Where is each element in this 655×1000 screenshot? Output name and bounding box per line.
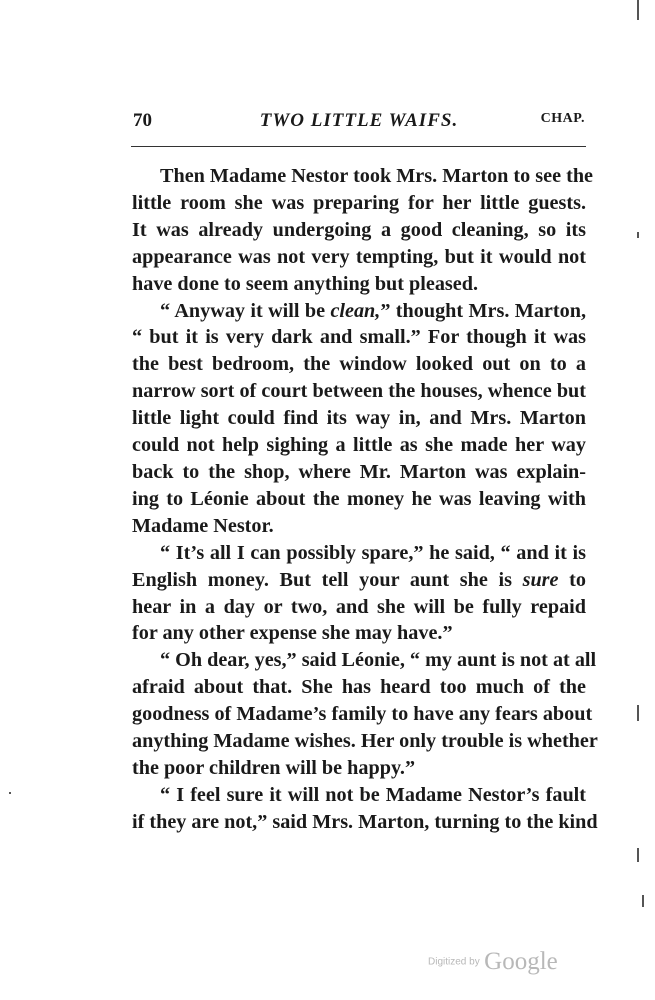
book-title: TWO LITTLE WAIFS. (259, 110, 459, 131)
text-line: Madame Nestor. (132, 514, 274, 537)
text-line: Then Madame Nestor took Mrs. Marton to see the (160, 165, 594, 187)
text-line: the best bedroom, the window looked out on to a (132, 353, 586, 376)
text-line: ing to Léonie about the money he was leaving with (132, 487, 586, 510)
scan-mark (637, 0, 639, 20)
text-line: appearance was not very tempting, but it would not (132, 245, 586, 268)
text-fragment: to (558, 568, 586, 591)
text-line: have done to seem anything but pleased. (132, 272, 479, 295)
scan-mark (637, 705, 639, 721)
text-line: could not help sighing a little as she made her way (132, 434, 586, 457)
text-fragment: ” thought Mrs. Marton, (380, 299, 586, 322)
emphasis-clean: clean, (330, 299, 381, 322)
text-line: It was already undergoing a good cleaning, so its (132, 218, 586, 241)
text-line: hear in a day or two, and she will be fully repaid (132, 595, 586, 618)
header-rule (131, 146, 586, 147)
emphasis-sure: sure (522, 568, 559, 591)
text-line: anything Madame wishes. Her only trouble is whether (132, 730, 598, 753)
digitized-watermark (428, 948, 558, 976)
text-line: goodness of Madame’s family to have any fears about (132, 703, 593, 726)
text-line: if they are not,” said Mrs. Marton, turning to the kind (132, 810, 598, 833)
text-line (132, 567, 586, 594)
body-text (132, 163, 598, 836)
watermark-prefix: Digitized by (428, 956, 480, 968)
watermark-brand: Google (484, 948, 558, 975)
text-line: little light could find its way in, and Mrs. Marton (132, 407, 586, 430)
scan-mark (642, 895, 644, 907)
running-head (133, 110, 585, 134)
text-line (132, 298, 586, 325)
text-line: narrow sort of court between the houses, whence but (132, 380, 586, 403)
text-fragment: “ Anyway it will be (160, 299, 331, 322)
text-line: back to the shop, where Mr. Marton was explain- (132, 460, 586, 483)
text-line: “ Oh dear, yes,” said Léonie, “ my aunt is not at all (160, 649, 597, 672)
text-line: the poor children will be happy.” (132, 756, 416, 779)
scan-mark (637, 848, 639, 862)
text-line: “ I feel sure it will not be Madame Nestor’s fault (160, 783, 586, 806)
text-line: afraid about that. She has heard too much of the (132, 676, 586, 699)
text-line: for any other expense she may have.” (132, 622, 453, 645)
scan-mark (9, 792, 11, 794)
scan-mark (637, 232, 639, 238)
text-line: little room she was preparing for her little guests. (132, 191, 586, 214)
text-line: “ but it is very dark and small.” For though it was (132, 326, 586, 349)
text-line: “ It’s all I can possibly spare,” he said, “ and it is (160, 541, 586, 564)
page-number: 70 (133, 110, 152, 131)
chapter-label: CHAP. (540, 111, 585, 126)
text-fragment: English money. But tell your aunt she is (132, 568, 523, 591)
